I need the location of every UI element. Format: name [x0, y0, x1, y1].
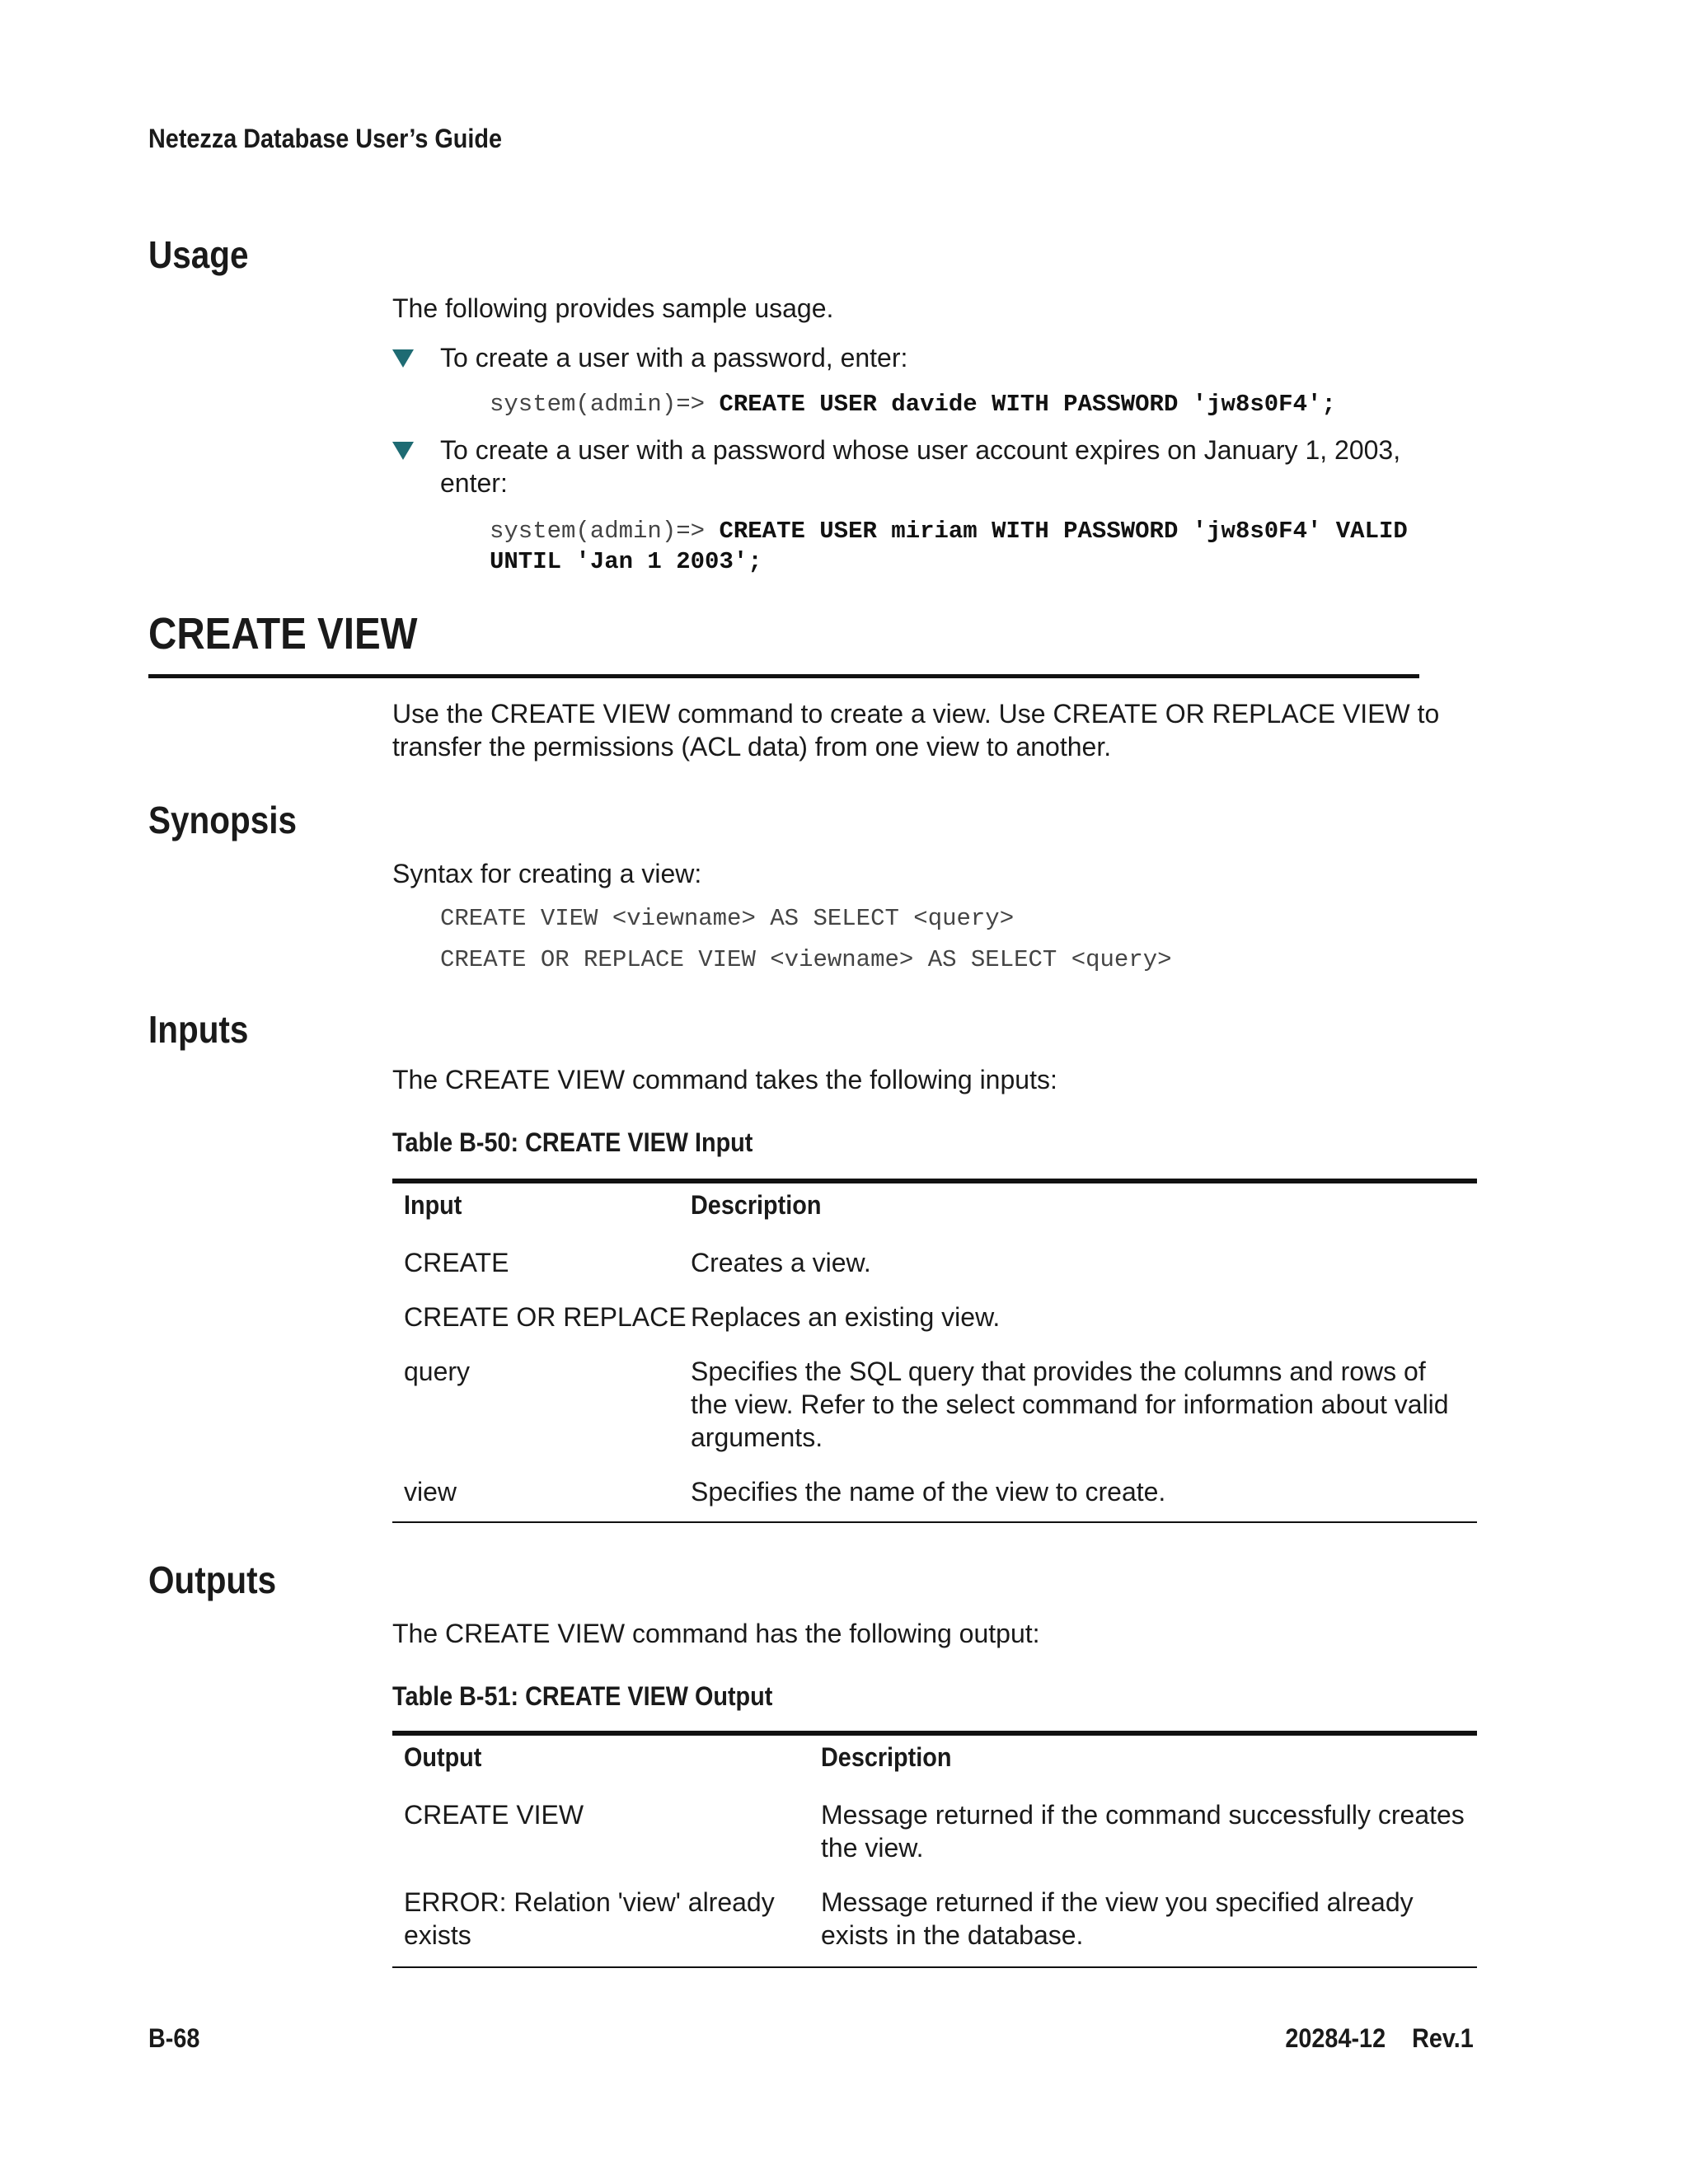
table-cell-output: exists: [404, 1920, 471, 1950]
bullet-triangle-icon: [392, 442, 414, 460]
outputs-intro: The CREATE VIEW command has the following output:: [392, 1619, 1040, 1648]
synopsis-heading: Synopsis: [148, 799, 297, 841]
table-cell-description: Message returned if the command successfully creates: [821, 1800, 1465, 1830]
page-number: B-68: [148, 2023, 200, 2053]
inputs-intro: The CREATE VIEW command takes the following inputs:: [392, 1065, 1057, 1094]
usage-intro: The following provides sample usage.: [392, 293, 834, 323]
table-cell-output: CREATE VIEW: [404, 1800, 584, 1830]
input-table-top-rule: [392, 1179, 1477, 1183]
table-cell-description: the view. Refer to the select command for information about valid: [691, 1390, 1449, 1419]
table-cell-description: the view.: [821, 1833, 924, 1863]
table-cell-description: Specifies the name of the view to create.: [691, 1477, 1166, 1507]
table-cell-input: CREATE: [404, 1248, 509, 1277]
bullet-triangle-icon: [392, 349, 414, 368]
input-table-header-description: Description: [691, 1190, 822, 1220]
output-table-caption: Table B-51: CREATE VIEW Output: [392, 1681, 773, 1711]
usage-heading: Usage: [148, 233, 249, 276]
input-table-caption: Table B-50: CREATE VIEW Input: [392, 1127, 753, 1157]
input-table-bottom-rule: [392, 1521, 1477, 1523]
usage-item-2-text-line2: enter:: [440, 468, 508, 498]
code-command: UNTIL 'Jan 1 2003';: [490, 548, 762, 575]
running-header: Netezza Database User’s Guide: [148, 124, 502, 153]
table-cell-description: exists in the database.: [821, 1920, 1084, 1950]
output-table-header-output: Output: [404, 1742, 482, 1772]
section-intro-line2: transfer the permissions (ACL data) from one view to another.: [392, 732, 1112, 762]
section-title-rule: [148, 674, 1419, 678]
outputs-heading: Outputs: [148, 1558, 277, 1601]
synopsis-code-line: CREATE OR REPLACE VIEW <viewname> AS SELECT <query>: [440, 946, 1172, 973]
document-number: 20284-12 Rev.1: [1285, 2023, 1474, 2053]
table-cell-input: query: [404, 1357, 471, 1386]
output-table-bottom-rule: [392, 1966, 1477, 1968]
table-cell-description: Message returned if the view you specified already: [821, 1887, 1414, 1917]
code-command: CREATE USER miriam WITH PASSWORD 'jw8s0F4' VALID: [719, 518, 1408, 545]
table-cell-input: CREATE OR REPLACE: [404, 1302, 687, 1332]
table-cell-description: arguments.: [691, 1422, 823, 1452]
table-cell-output: ERROR: Relation 'view' already: [404, 1887, 775, 1917]
section-intro-line1: Use the CREATE VIEW command to create a view. Use CREATE OR REPLACE VIEW to: [392, 699, 1440, 729]
usage-item-1-code: [490, 389, 1336, 419]
output-table-header-description: Description: [821, 1742, 952, 1772]
section-title: CREATE VIEW: [148, 609, 418, 658]
table-cell-description: Creates a view.: [691, 1248, 871, 1277]
code-prompt: system(admin)=>: [490, 391, 720, 418]
usage-item-2-code-line1: [490, 516, 1408, 546]
usage-item-2-code-line2: [490, 546, 762, 577]
code-command: CREATE USER davide WITH PASSWORD 'jw8s0F4';: [719, 391, 1336, 418]
table-cell-description: Replaces an existing view.: [691, 1302, 1001, 1332]
synopsis-intro: Syntax for creating a view:: [392, 859, 702, 888]
input-table-header-input: Input: [404, 1190, 462, 1220]
usage-item-1-text: To create a user with a password, enter:: [440, 343, 908, 373]
inputs-heading: Inputs: [148, 1008, 249, 1051]
usage-item-2-text-line1: To create a user with a password whose user account expires on January 1, 2003,: [440, 435, 1401, 465]
code-prompt: system(admin)=>: [490, 518, 720, 545]
output-table-top-rule: [392, 1731, 1477, 1736]
table-cell-input: view: [404, 1477, 457, 1507]
synopsis-code-line: CREATE VIEW <viewname> AS SELECT <query>: [440, 905, 1015, 932]
table-cell-description: Specifies the SQL query that provides the columns and rows of: [691, 1357, 1426, 1386]
